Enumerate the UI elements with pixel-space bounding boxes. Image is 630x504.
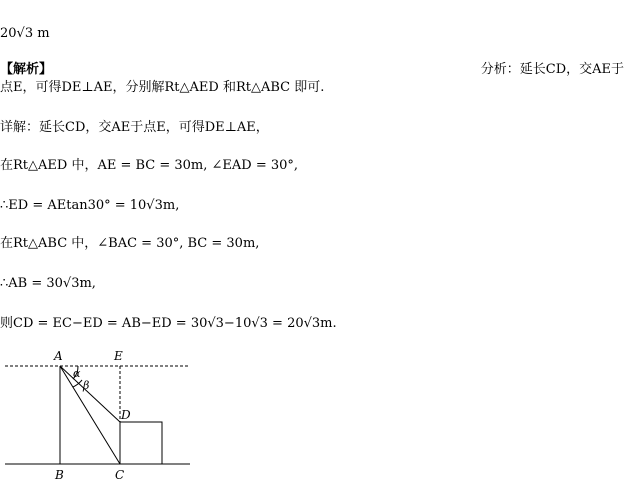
detail-line-1: 详解：延长CD，交AE于点E，可得DE⊥AE， [0, 120, 269, 135]
label-a: A [54, 349, 63, 363]
segment-ac [60, 366, 120, 464]
detail-line-4: 在Rt△ABC 中，∠BAC = 30°, BC = 30m, [0, 236, 260, 251]
answer-text: 20√3 m [0, 26, 50, 41]
geometry-figure [0, 340, 200, 490]
analysis-line2: 点E，可得DE⊥AE，分别解Rt△AED 和Rt△ABC 即可. [0, 80, 325, 95]
analysis-intro: 分析：延长CD，交AE于 [480, 62, 624, 77]
detail-line-2: 在Rt△AED 中，AE = BC = 30m, ∠EAD = 30°, [0, 158, 299, 173]
analysis-tag: 【解析】 [0, 62, 53, 77]
detail-line-5: ∴AB = 30√3m, [0, 276, 96, 291]
segment-ad [60, 366, 120, 422]
label-c: C [115, 468, 125, 482]
label-e: E [114, 349, 123, 363]
building-rect [120, 422, 162, 464]
label-d: D [121, 408, 131, 422]
detail-line-6: 则CD = EC−ED = AB−ED = 30√3−10√3 = 20√3m. [0, 316, 337, 331]
detail-line-3: ∴ED = AEtan30° = 10√3m, [0, 198, 180, 213]
label-b: B [55, 468, 64, 482]
label-alpha: α [73, 367, 81, 380]
label-beta: β [83, 379, 90, 392]
